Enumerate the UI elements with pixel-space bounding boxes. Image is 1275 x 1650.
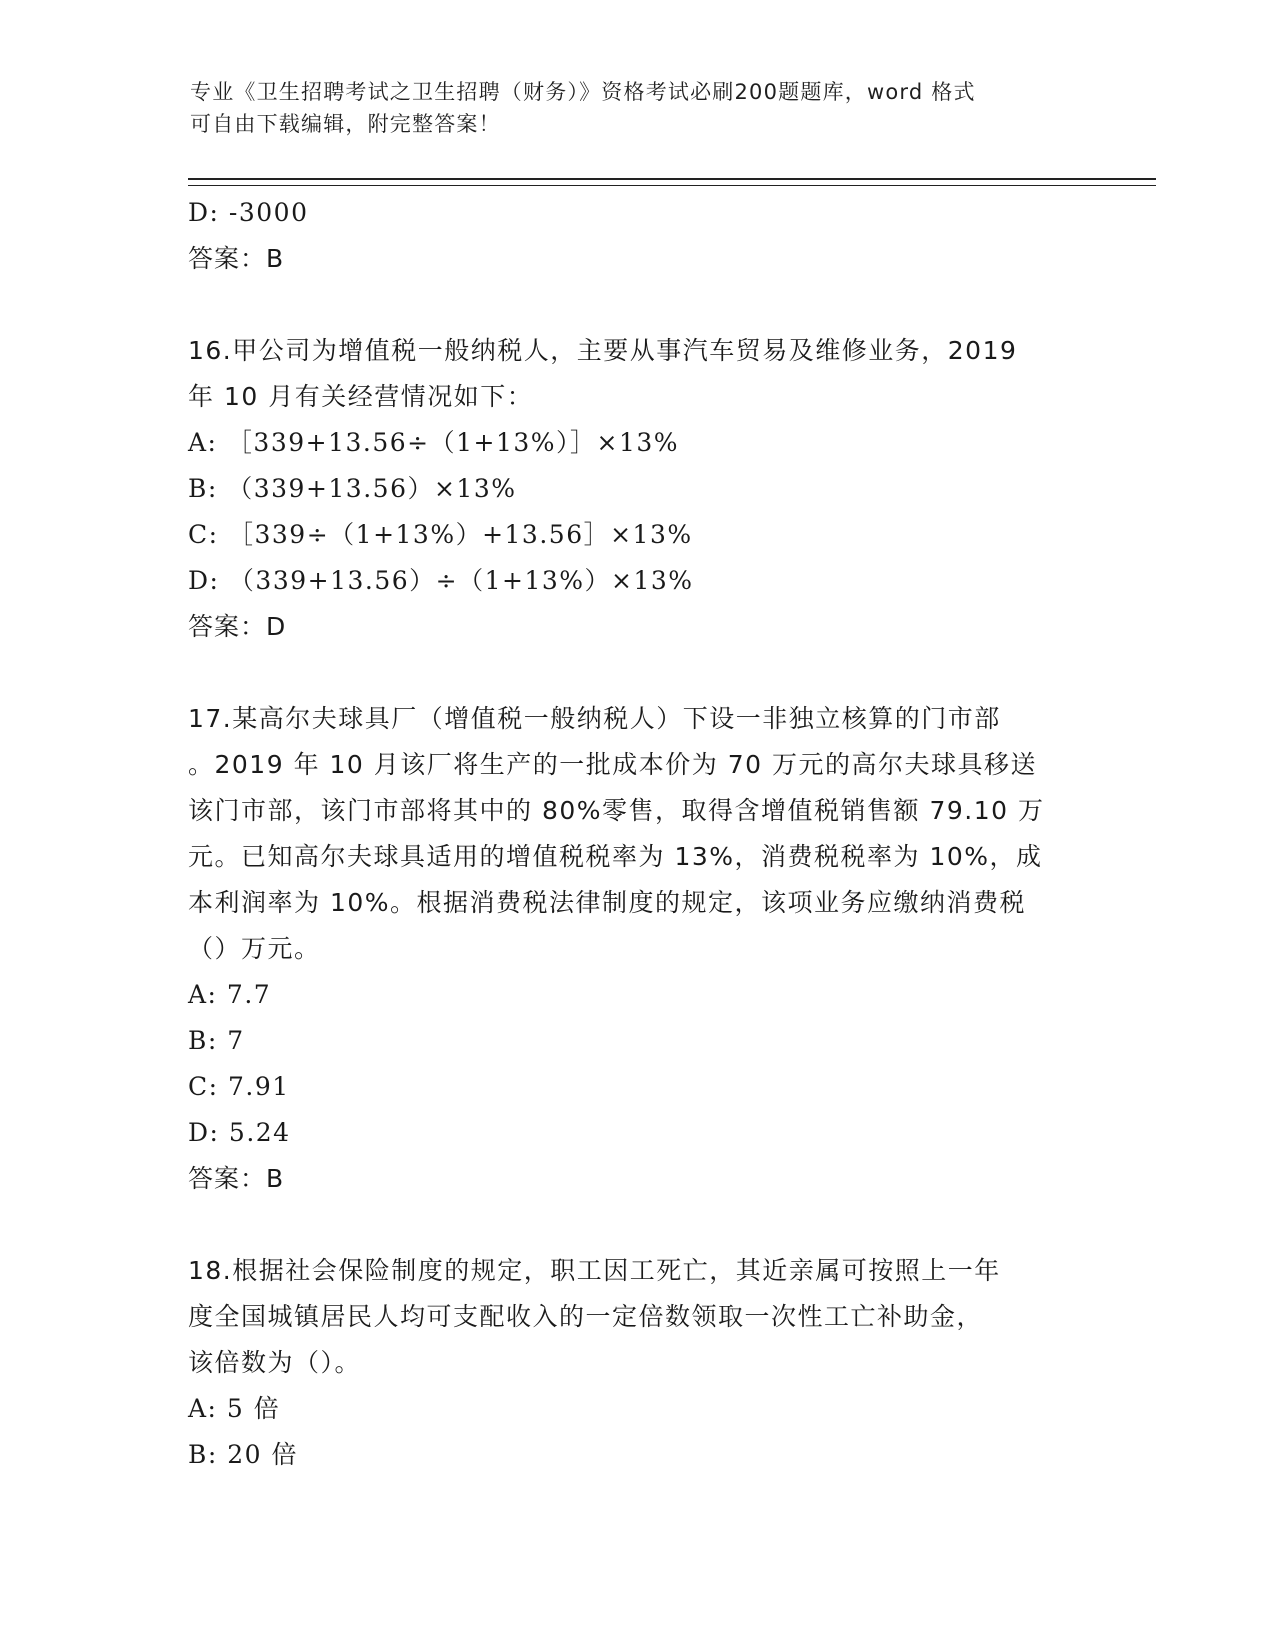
question-text-line: 年 10 月有关经营情况如下： (188, 382, 534, 411)
answer-line: 答案：D (188, 612, 287, 641)
question-text-line: 17.某高尔夫球具厂（增值税一般纳税人）下设一非独立核算的门市部 (188, 704, 1001, 733)
option-a: A: 5 倍 (188, 1394, 281, 1423)
header-line-2: 可自由下载编辑，附完整答案！ (190, 112, 501, 136)
option-d: D: （339+13.56）÷（1+13%）×13% (188, 566, 694, 595)
option-b: B: 20 倍 (188, 1440, 298, 1469)
question-16 (188, 328, 1088, 650)
question-text-line: 本利润率为 10%。根据消费税法律制度的规定，该项业务应缴纳消费税 (188, 888, 1027, 917)
answer-line: 答案：B (188, 1164, 285, 1193)
option-a: A: ［339+13.56÷（1+13%）］×13% (188, 428, 680, 457)
answer-line: 答案：B (188, 244, 285, 273)
question-text-line: 该门市部，该门市部将其中的 80%零售，取得含增值税销售额 79.10 万 (188, 796, 1045, 825)
option-d: D: -3000 (188, 198, 309, 227)
question-text-line: 度全国城镇居民人均可支配收入的一定倍数领取一次性工亡补助金， (188, 1302, 984, 1331)
question-text-line: 元。已知高尔夫球具适用的增值税税率为 13%，消费税税率为 10%，成 (188, 842, 1043, 871)
question-18 (188, 1248, 1088, 1478)
question-text-line: 该倍数为（）。 (188, 1348, 362, 1377)
option-c: C: 7.91 (188, 1072, 290, 1101)
question-text-line: 18.根据社会保险制度的规定，职工因工死亡，其近亲属可按照上一年 (188, 1256, 1001, 1285)
option-a: A: 7.7 (188, 980, 272, 1009)
question-text-line: （）万元。 (188, 934, 321, 963)
document-body (188, 190, 1088, 1478)
question-text-line: 16.甲公司为增值税一般纳税人，主要从事汽车贸易及维修业务，2019 (188, 336, 1018, 365)
question-text-line: 。2019 年 10 月该厂将生产的一批成本价为 70 万元的高尔夫球具移送 (188, 750, 1037, 779)
option-c: C: ［339÷（1+13%）+13.56］×13% (188, 520, 693, 549)
previous-question-tail (188, 190, 1088, 282)
header-line-1: 专业《卫生招聘考试之卫生招聘（财务）》资格考试必刷200题题库，word 格式 (190, 80, 976, 104)
question-17 (188, 696, 1088, 1202)
page-header (190, 76, 1090, 140)
option-d: D: 5.24 (188, 1118, 291, 1147)
option-b: B: 7 (188, 1026, 245, 1055)
option-b: B: （339+13.56）×13% (188, 474, 517, 503)
header-divider (188, 178, 1156, 186)
